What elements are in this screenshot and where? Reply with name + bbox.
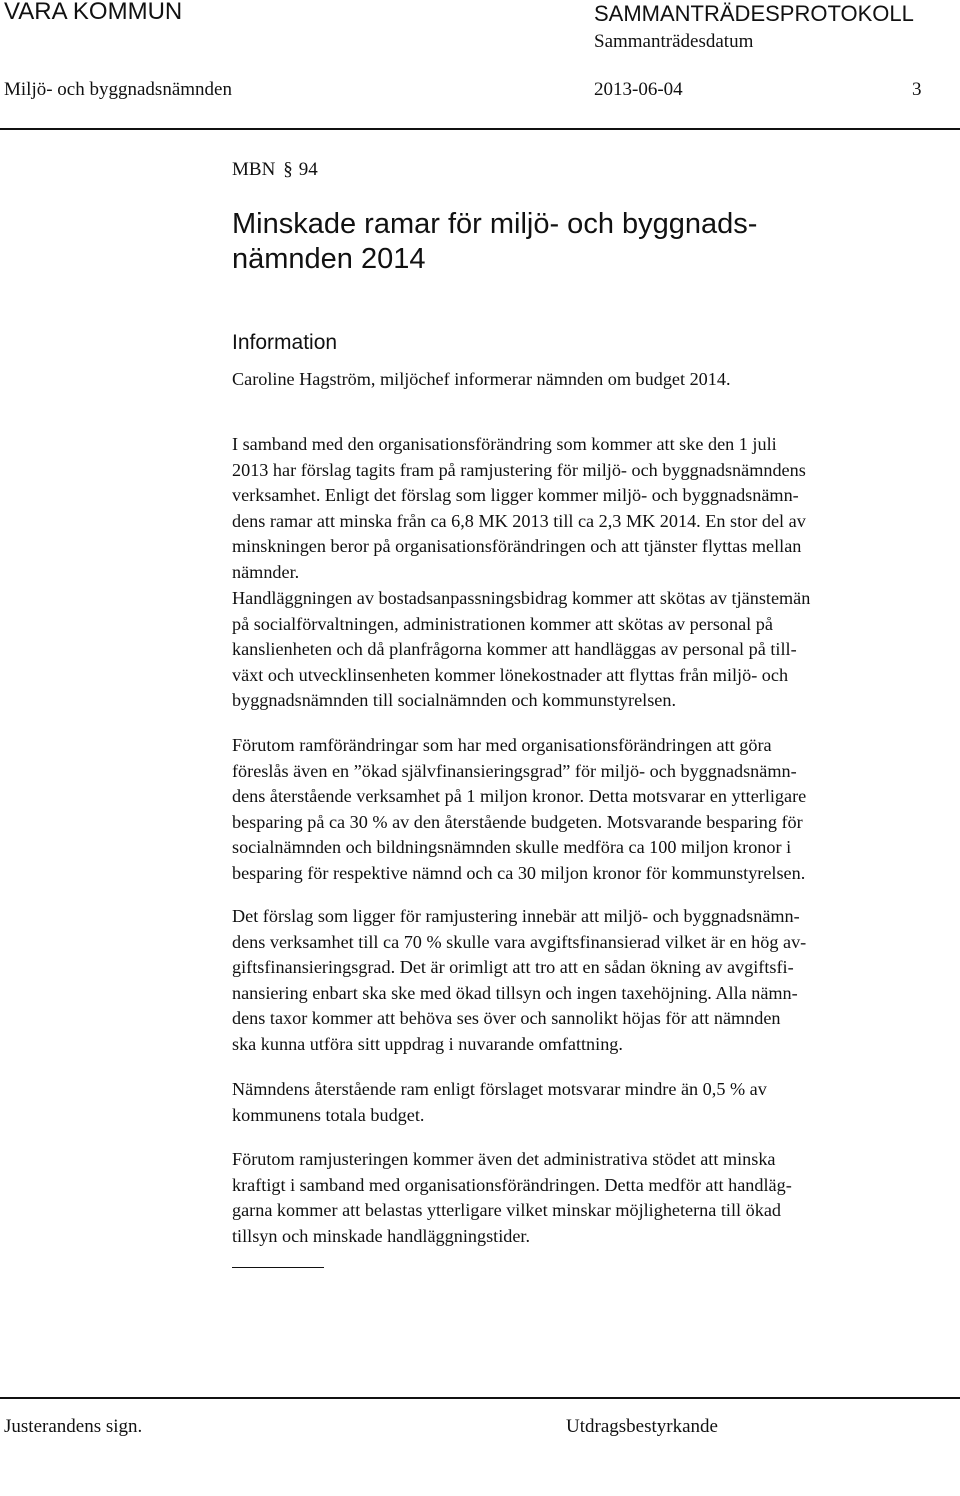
page-title [232, 207, 757, 277]
title-line: nämnden 2014 [232, 243, 426, 275]
paragraph-line: Caroline Hagström, miljöchef informerar nämnden om budget 2014. [232, 369, 731, 389]
paragraph-line: kommunens totala budget. [232, 1104, 425, 1125]
paragraph-line: ska kunna utföra sitt uppdrag i nuvarande omfattning. [232, 1033, 623, 1054]
paragraph-line: nansiering enbart ska ske med ökad tillsyn och ingen taxehöjning. Alla nämn- [232, 982, 798, 1003]
paragraph-line: 2013 har förslag tagits fram på ramjustering för miljö- och byggnadsnämndens [232, 459, 806, 480]
paragraph-line: föreslås även en ”ökad självfinansieringsgrad” för miljö- och byggnadsnämn- [232, 760, 797, 781]
document-type: SAMMANTRÄDESPROTOKOLL [594, 1, 914, 26]
section-code: MBN [232, 159, 276, 180]
paragraph-line: Handläggningen av bostadsanpassningsbidrag kommer att skötas av tjänstemän [232, 588, 811, 608]
section-end-rule [232, 1267, 324, 1268]
paragraph-line: kanslienheten och då planfrågorna kommer att handläggas av personal på till- [232, 639, 797, 659]
page-number: 3 [912, 79, 922, 100]
paragraph-line: byggnadsnämnden till socialnämnden och kommunstyrelsen. [232, 690, 676, 710]
paragraph-line: I samband med den organisationsförändring som kommer att ske den 1 juli [232, 434, 777, 454]
header-divider [0, 128, 960, 130]
body-paragraph [232, 432, 806, 585]
footer-divider [0, 1397, 960, 1399]
paragraph-line: besparing på ca 30 % av den återstående budgeten. Motsvarande besparing för [232, 811, 803, 832]
body-paragraph [232, 1147, 792, 1249]
paragraph-line: socialnämnden och bildningsnämnden skulle medföra ca 100 miljon kronor i [232, 837, 792, 857]
body-paragraph [232, 586, 810, 714]
paragraph-line: kraftigt i samband med organisationsförändringen. Detta medför att handläg- [232, 1174, 792, 1195]
meeting-date-label: Sammanträdesdatum [594, 31, 754, 52]
body-paragraph [232, 367, 731, 393]
paragraph-line: dens verksamhet till ca 70 % skulle vara avgiftsfinansierad vilket är en hög av- [232, 931, 807, 952]
subheading: Information [232, 331, 338, 354]
paragraph-line: Förutom ramförändringar som har med organisationsförändringen att göra [232, 735, 772, 755]
paragraph-line: tillsyn och minskade handläggningstider. [232, 1225, 531, 1246]
body-paragraph [232, 904, 806, 1057]
paragraph-line: minskningen beror på organisationsförändringen och att tjänster flyttas mellan [232, 536, 802, 556]
org-name: VARA KOMMUN [4, 0, 183, 25]
paragraph-line: Det förslag som ligger för ramjustering innebär att miljö- och byggnadsnämn- [232, 906, 800, 926]
section-number: 94 [298, 159, 318, 180]
title-line: Minskade ramar för miljö- och byggnads- [232, 208, 758, 240]
paragraph-line: Nämndens återstående ram enligt förslaget motsvarar mindre än 0,5 % av [232, 1079, 767, 1099]
paragraph-line: dens återstående verksamhet på 1 miljon kronor. Detta motsvarar en ytterligare [232, 786, 807, 806]
section-mark: § [283, 159, 293, 180]
paragraph-line: dens taxor kommer att behöva ses över och sannolikt höjas för att nämnden [232, 1008, 781, 1028]
paragraph-line: på socialförvaltningen, administrationen kommer att skötas av personal på [232, 613, 773, 634]
section-reference [232, 158, 318, 182]
paragraph-line: verksamhet. Enligt det förslag som ligger kommer miljö- och byggnadsnämn- [232, 485, 799, 505]
signature-label: Justerandens sign. [4, 1416, 143, 1437]
paragraph-line: besparing för respektive nämnd och ca 30 miljon kronor för kommunstyrelsen. [232, 862, 806, 883]
committee-name: Miljö- och byggnadsnämnden [4, 79, 232, 100]
body-paragraph [232, 733, 806, 886]
paragraph-line: Förutom ramjusteringen kommer även det administrativa stödet att minska [232, 1149, 776, 1169]
paragraph-line: växt och utvecklinsenheten kommer lönekostnader att flyttas från miljö- och [232, 664, 789, 685]
meeting-date: 2013-06-04 [594, 79, 683, 100]
paragraph-line: nämnder. [232, 561, 300, 582]
certification-label: Utdragsbestyrkande [566, 1416, 718, 1437]
paragraph-line: garna kommer att belastas ytterligare vilket minskar möjligheterna till ökad [232, 1200, 781, 1220]
body-paragraph [232, 1077, 767, 1128]
paragraph-line: dens ramar att minska från ca 6,8 MK 2013 till ca 2,3 MK 2014. En stor del av [232, 510, 806, 531]
paragraph-line: giftsfinansieringsgrad. Det är orimligt att tro att en sådan ökning av avgiftsfi- [232, 957, 794, 977]
